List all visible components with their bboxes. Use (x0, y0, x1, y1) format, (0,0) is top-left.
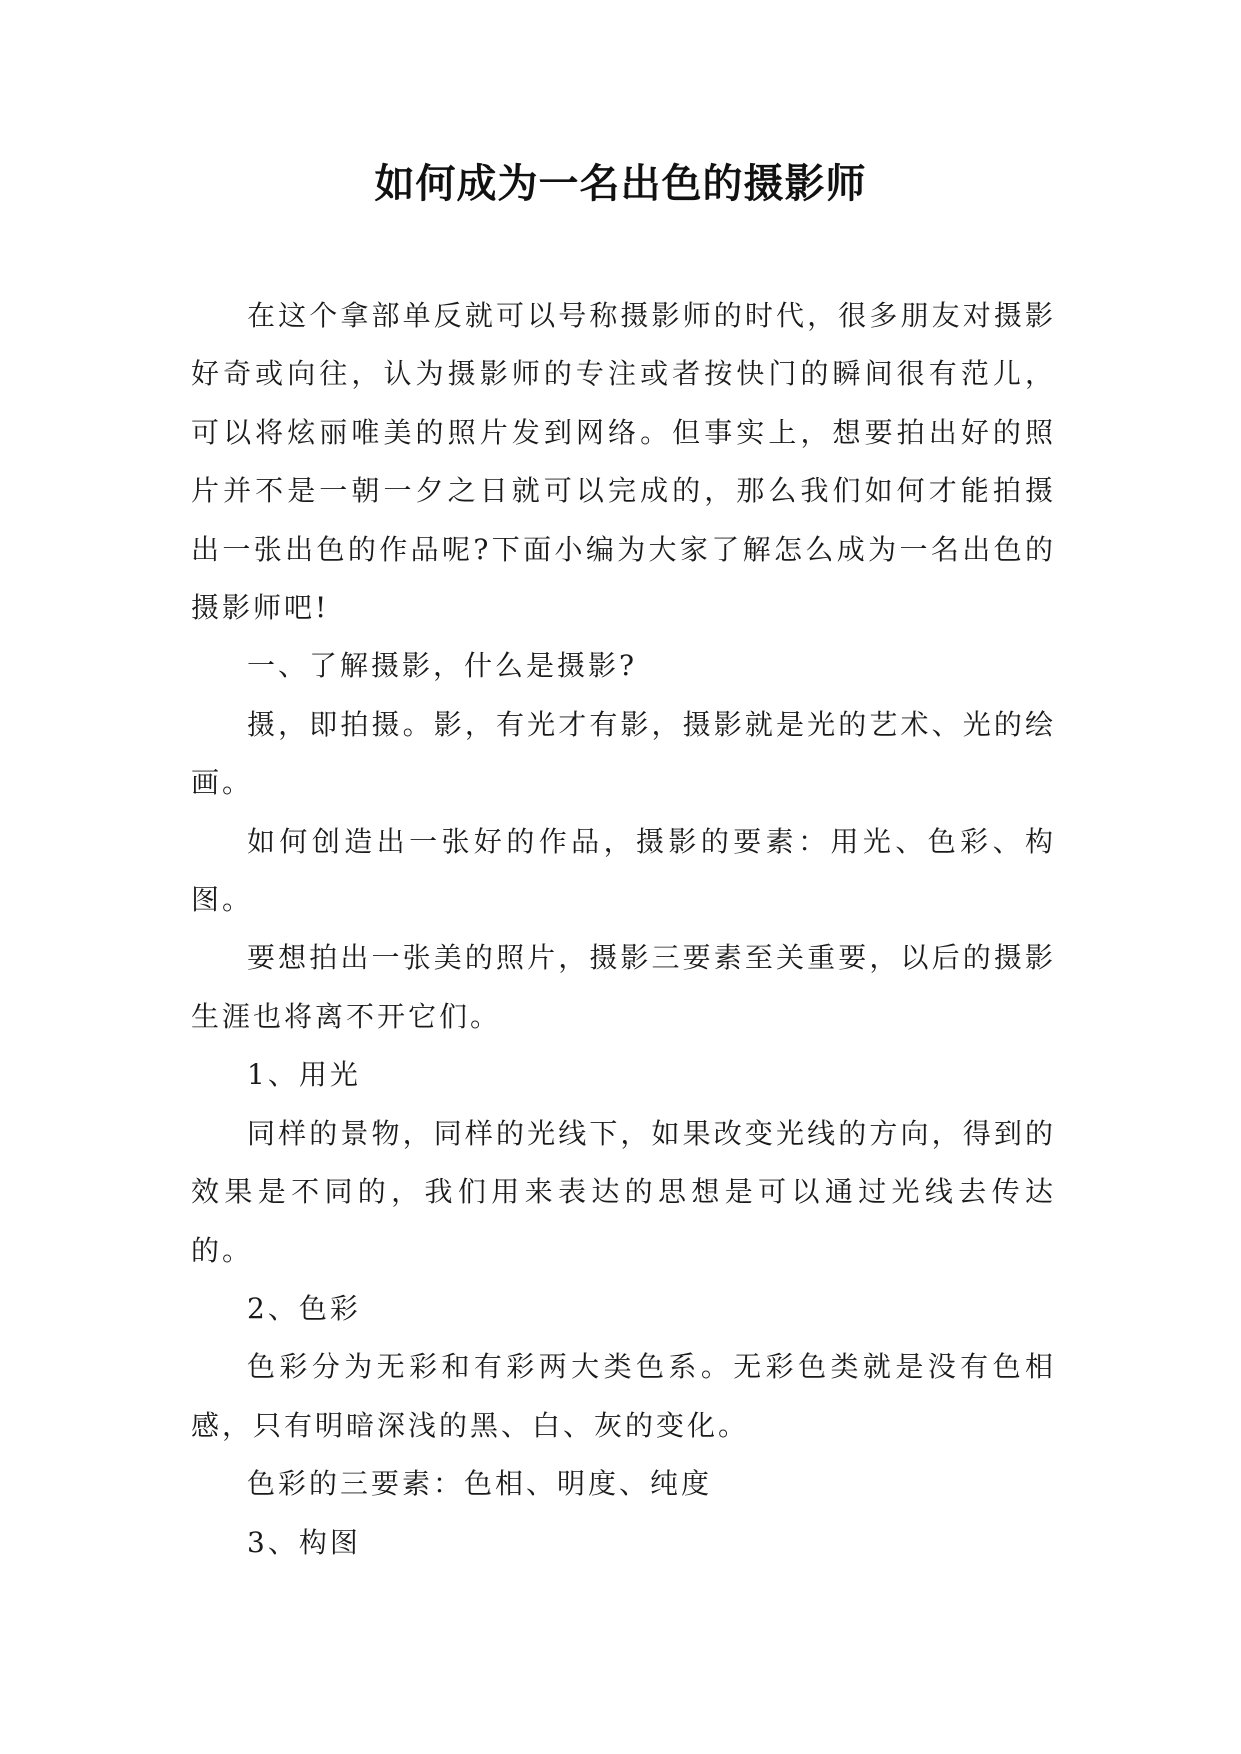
paragraph-elements: 如何创造出一张好的作品，摄影的要素：用光、色彩、构图。 (191, 824, 1056, 917)
paragraph-color-elements: 色彩的三要素：色相、明度、纯度 (247, 1467, 713, 1501)
subheading-color: 2、色彩 (247, 1291, 361, 1325)
subheading-lighting: 1、用光 (247, 1058, 361, 1092)
paragraph-definition: 摄，即拍摄。影，有光才有影，摄影就是光的艺术、光的绘画。 (191, 707, 1056, 800)
document-title: 如何成为一名出色的摄影师 (374, 161, 867, 207)
paragraph-lighting: 同样的景物，同样的光线下，如果改变光线的方向，得到的效果是不同的，我们用来表达的思想是可以通过光线去传达的。 (191, 1116, 1056, 1267)
paragraph-importance: 要想拍出一张美的照片，摄影三要素至关重要，以后的摄影生涯也将离不开它们。 (191, 941, 1056, 1033)
intro-paragraph: 在这个拿部单反就可以号称摄影师的时代，很多朋友对摄影好奇或向往，认为摄影师的专注或者按快门的瞬间很有范儿，可以将炫丽唯美的照片发到网络。但事实上，想要拍出好的照片并不是一朝一夕之日就可以完成的，那么我们如何才能拍摄出一张出色的作品呢?下面小编为大家了解怎么成为一名出色的摄影师吧! (191, 299, 1056, 625)
section-heading-what-is-photography: 一、了解摄影，什么是摄影? (247, 649, 638, 683)
document-body (191, 287, 1056, 1572)
subheading-composition: 3、构图 (247, 1525, 361, 1559)
paragraph-color: 色彩分为无彩和有彩两大类色系。无彩色类就是没有色相感，只有明暗深浅的黑、白、灰的变化。 (191, 1350, 1056, 1442)
